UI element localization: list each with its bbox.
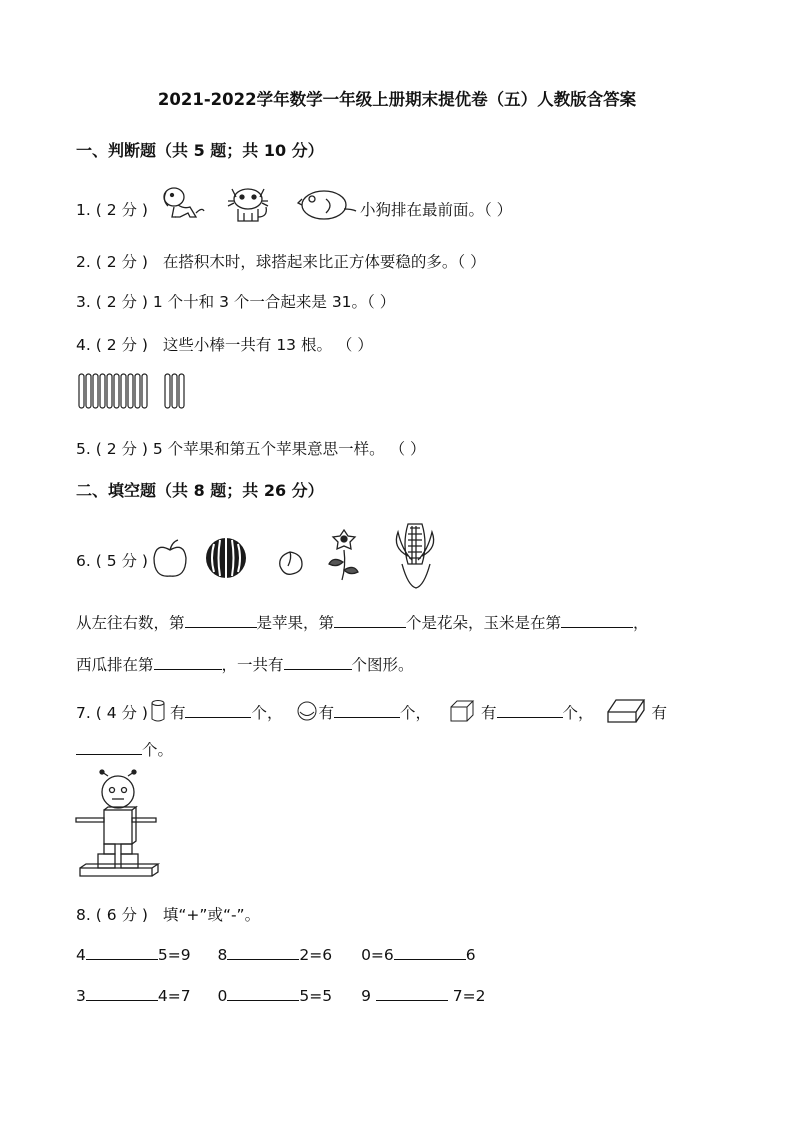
bird-icon <box>298 191 356 219</box>
q8-r1-e2-b: 2=6 <box>299 946 333 964</box>
q7-blank-1[interactable] <box>185 703 251 718</box>
section-heading-judgement: 一、判断题（共 5 题；共 10 分） <box>76 141 324 160</box>
q6-text-b: 是苹果，第 <box>256 614 335 632</box>
q7-ge-1: 个， <box>251 704 283 722</box>
sticks-image <box>78 372 190 412</box>
cuboid-icon <box>606 698 646 724</box>
q8-blank-4[interactable] <box>86 986 158 1001</box>
question-2 <box>76 250 486 272</box>
sphere-icon <box>296 700 318 722</box>
q7-blank-3[interactable] <box>497 703 563 718</box>
q7-you-1: 有 <box>169 704 186 722</box>
dog-icon <box>164 188 204 217</box>
flower-icon <box>329 530 358 580</box>
q8-r1-e3-b: 6 <box>465 946 476 964</box>
animals-image <box>160 183 360 227</box>
q7-ge-3: 个， <box>562 704 594 722</box>
q8-r1-e2-a: 8 <box>217 946 228 964</box>
question-4-text: 这些小棒一共有 13 根。 （ ） <box>162 336 373 354</box>
question-8-prefix: 8. ( 6 分 ) <box>76 906 148 924</box>
section-heading-fill-blank: 二、填空题（共 8 题；共 26 分） <box>76 481 324 500</box>
q8-r1-e3-a: 0=6 <box>361 946 394 964</box>
q6-text-d: ， <box>633 614 649 632</box>
q8-blank-5[interactable] <box>227 986 299 1001</box>
question-8-text: 填“+”或“-”。 <box>162 906 261 924</box>
question-1-prefix: 1. ( 2 分 ) <box>76 201 148 219</box>
question-2-text: 在搭积木时，球搭起来比正方体要稳的多。（ ） <box>162 253 486 271</box>
question-7-prefix: 7. ( 4 分 ) <box>76 704 148 722</box>
question-3 <box>76 290 395 312</box>
q8-blank-1[interactable] <box>86 945 158 960</box>
q8-row-1 <box>76 945 476 964</box>
apple-icon <box>154 540 186 576</box>
q6-blank-1[interactable] <box>185 613 257 628</box>
q6-blank-3[interactable] <box>561 613 633 628</box>
question-5-prefix: 5. ( 2 分 ) <box>76 440 148 458</box>
q7-blank-4[interactable] <box>76 740 142 755</box>
q6-blank-2[interactable] <box>334 613 406 628</box>
q8-r2-e3-a: 9 <box>361 987 376 1005</box>
question-8 <box>76 903 260 925</box>
peach-icon <box>280 552 302 574</box>
question-5 <box>76 437 426 459</box>
q8-row-2 <box>76 986 486 1005</box>
question-4 <box>76 333 373 355</box>
corn-icon <box>396 524 433 588</box>
question-3-prefix: 3. ( 2 分 ) <box>76 293 148 311</box>
q7-you-2: 有 <box>318 704 334 722</box>
watermelon-icon <box>206 538 246 578</box>
q8-r2-e1-a: 3 <box>76 987 86 1005</box>
cylinder-icon <box>150 700 170 720</box>
q8-blank-3[interactable] <box>394 945 466 960</box>
q8-r2-e2-b: 5=5 <box>299 987 333 1005</box>
question-7-line-1 <box>76 696 667 724</box>
q8-r2-e3-b: 7=2 <box>447 987 486 1005</box>
question-5-text: 5 个苹果和第五个苹果意思一样。 （ ） <box>152 440 426 458</box>
q6-text-a: 从左往右数，第 <box>76 614 185 632</box>
q8-blank-2[interactable] <box>227 945 299 960</box>
question-2-prefix: 2. ( 2 分 ) <box>76 253 148 271</box>
q8-r2-e2-a: 0 <box>217 987 228 1005</box>
page-title: 2021-2022学年数学一年级上册期末提优卷（五）人教版含答案 <box>157 90 637 109</box>
question-1-text: 小狗排在最前面。（ ） <box>360 201 513 219</box>
question-4-prefix: 4. ( 2 分 ) <box>76 336 148 354</box>
q6-text-e: 西瓜排在第 <box>76 656 154 674</box>
question-6-line-2 <box>76 653 414 675</box>
cat-icon <box>228 189 268 221</box>
q6-text-f: ，一共有 <box>221 656 284 674</box>
q6-blank-4[interactable] <box>154 655 222 670</box>
question-6-line-1 <box>76 611 649 633</box>
q6-text-g: 个图形。 <box>351 656 414 674</box>
q7-ge-end: 个。 <box>142 741 174 759</box>
question-7-line-2 <box>76 738 173 760</box>
q8-r2-e1-b: 4=7 <box>157 987 191 1005</box>
q8-blank-6[interactable] <box>376 986 448 1001</box>
q7-you-3: 有 <box>481 704 497 722</box>
cube-icon <box>449 699 475 723</box>
question-3-text: 1 个十和 3 个一合起来是 31。（ ） <box>152 293 396 311</box>
q7-ge-2: 个， <box>400 704 432 722</box>
q7-you-4: 有 <box>651 704 668 722</box>
q8-r1-e1-a: 4 <box>76 946 86 964</box>
robot-image <box>76 770 160 882</box>
question-6-prefix: 6. ( 5 分 ) <box>76 552 148 570</box>
fruits-image <box>150 520 440 590</box>
q7-blank-2[interactable] <box>334 703 400 718</box>
q8-r1-e1-b: 5=9 <box>157 946 191 964</box>
q6-text-c: 个是花朵，玉米是在第 <box>406 614 562 632</box>
q6-blank-5[interactable] <box>284 655 352 670</box>
